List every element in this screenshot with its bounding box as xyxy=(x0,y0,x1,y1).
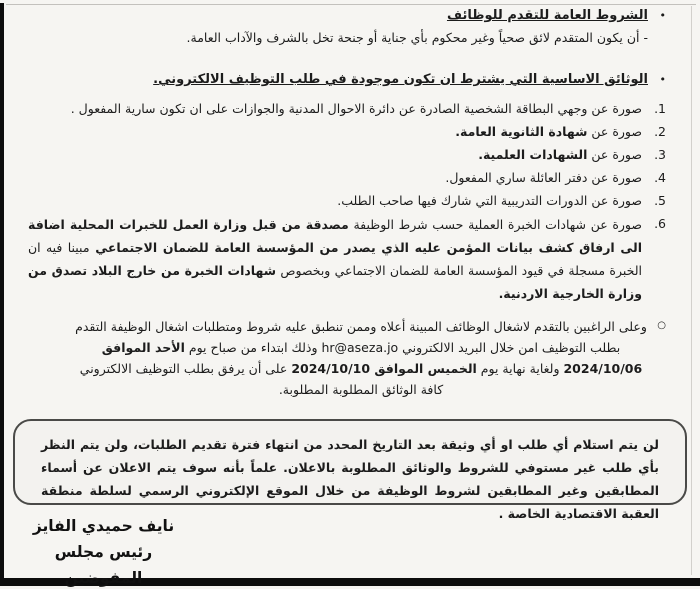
general-conditions-heading: الشروط العامة للتقدم للوظائف xyxy=(446,8,648,23)
page-border-right xyxy=(691,6,692,575)
list-item xyxy=(28,190,666,211)
list-item-text-bold: الشهادات العلمية. xyxy=(478,147,588,162)
general-conditions-item: - أن يكون المتقدم لائق صحياً وغير محكوم بأي جناية أو جنحة تخل بالشرف والآداب العامة. xyxy=(186,30,648,45)
application-paragraph-text xyxy=(28,316,648,400)
list-item-number: 1. xyxy=(654,101,666,116)
list-item-text-bold: شهادات الخبرة من خارج البلاد تصدق من وزارة الخارجية الاردنية. xyxy=(28,263,642,301)
bullet-icon: • xyxy=(659,9,666,22)
notice-box-text: لن يتم استلام أي طلب او أي وثيقة بعد التاريخ المحدد من انتهاء فترة تقديم الطلبات، ولن يتم النظر بأي طلب غير مستوفي للشروط والوثائق المطلوبة بالاعلان. علماً بأنه سوف يتم الاعلان عن أسماء المطابقين وغير المطابقين لشروط الوظيفة من خلال الموقع الإلكتروني الرسمي لسلطة منطقة العقبة الاقتصادية الخاصة . xyxy=(41,437,659,521)
section-general-conditions xyxy=(28,6,666,26)
list-item-text-bold: شهادة الثانوية العامة. xyxy=(455,124,588,139)
signature-title: رئيس مجلس المفوضين xyxy=(54,543,153,587)
list-item-text-regular: صورة عن xyxy=(587,124,642,139)
application-end-date: الخميس الموافق 2024/10/10 xyxy=(291,361,477,376)
list-item-number: 6. xyxy=(654,216,666,231)
list-item-text-regular: صورة عن شهادات الخبرة العملية حسب شرط الوظيفة xyxy=(348,217,643,232)
list-item-text: صورة عن الدورات التدريبية التي شارك فيها صاحب الطلب. xyxy=(337,193,642,208)
list-item-text-regular: مبينا فيه ان الخبرة مسجلة في قيود المؤسسة العامة للضمان الاجتماعي وبخصوص xyxy=(28,240,642,278)
list-item-number: 4. xyxy=(654,170,666,185)
list-item-text xyxy=(28,213,642,305)
required-documents-heading: الوثائق الاساسية التي يشترط ان تكون موجودة في طلب التوظيف الالكتروني. xyxy=(153,72,648,87)
list-item xyxy=(28,98,666,119)
page-border-top xyxy=(6,4,696,5)
list-item xyxy=(28,167,666,188)
required-documents-list xyxy=(28,98,666,305)
document-content xyxy=(28,6,666,400)
application-start-date: الأحد الموافق 2024/10/06 xyxy=(101,340,643,376)
list-item-text xyxy=(28,121,642,142)
list-item-number: 3. xyxy=(654,147,666,162)
list-item-text: صورة عن وجهي البطاقة الشخصية الصادرة عن دائرة الاحوال المدنية والجوازات على ان تكون سارية المفعول . xyxy=(70,101,642,116)
list-item xyxy=(28,213,666,305)
application-email: hr@aseza.jo xyxy=(321,340,399,355)
list-item xyxy=(28,144,666,165)
application-text-regular: ولغاية نهاية يوم xyxy=(476,361,564,376)
list-item-number: 2. xyxy=(654,124,666,139)
signature-name: نايف حميدي الفايز xyxy=(32,517,175,535)
notice-box xyxy=(13,419,687,521)
list-item-number: 5. xyxy=(654,193,666,208)
signature-block xyxy=(16,513,191,589)
list-item-text-bold: مصدقة من قبل وزارة العمل للخبرات المحلية اضافة الى ارفاق كشف بيانات المؤمن عليه الذي يصدر من المؤسسة العامة للضمان الاجتماعي xyxy=(28,217,642,255)
application-text-regular: وعلى الراغبين بالتقدم لاشغال الوظائف المبينة أعلاه وممن تنطبق عليه شروط ومتطلبات اشغال الوظيفة التقدم بطلب التوظيف امن خلال البريد الالكتروني xyxy=(75,319,647,355)
circle-bullet-icon: ○ xyxy=(657,320,666,331)
section-required-documents xyxy=(28,70,666,90)
list-item xyxy=(28,121,666,142)
bullet-icon: • xyxy=(659,73,666,86)
list-item-text xyxy=(28,144,642,165)
application-text-regular: وذلك ابتداء من صباح يوم xyxy=(184,340,322,355)
page-border-left xyxy=(0,3,4,585)
application-text-regular: على أن يرفق بطلب التوظيف الالكتروني كافة الوثائق المطلوبة المطلوبة. xyxy=(79,361,444,397)
application-paragraph xyxy=(28,316,666,400)
list-item-text-regular: صورة عن xyxy=(587,147,642,162)
list-item-text: صورة عن دفتر العائلة ساري المفعول. xyxy=(445,170,642,185)
